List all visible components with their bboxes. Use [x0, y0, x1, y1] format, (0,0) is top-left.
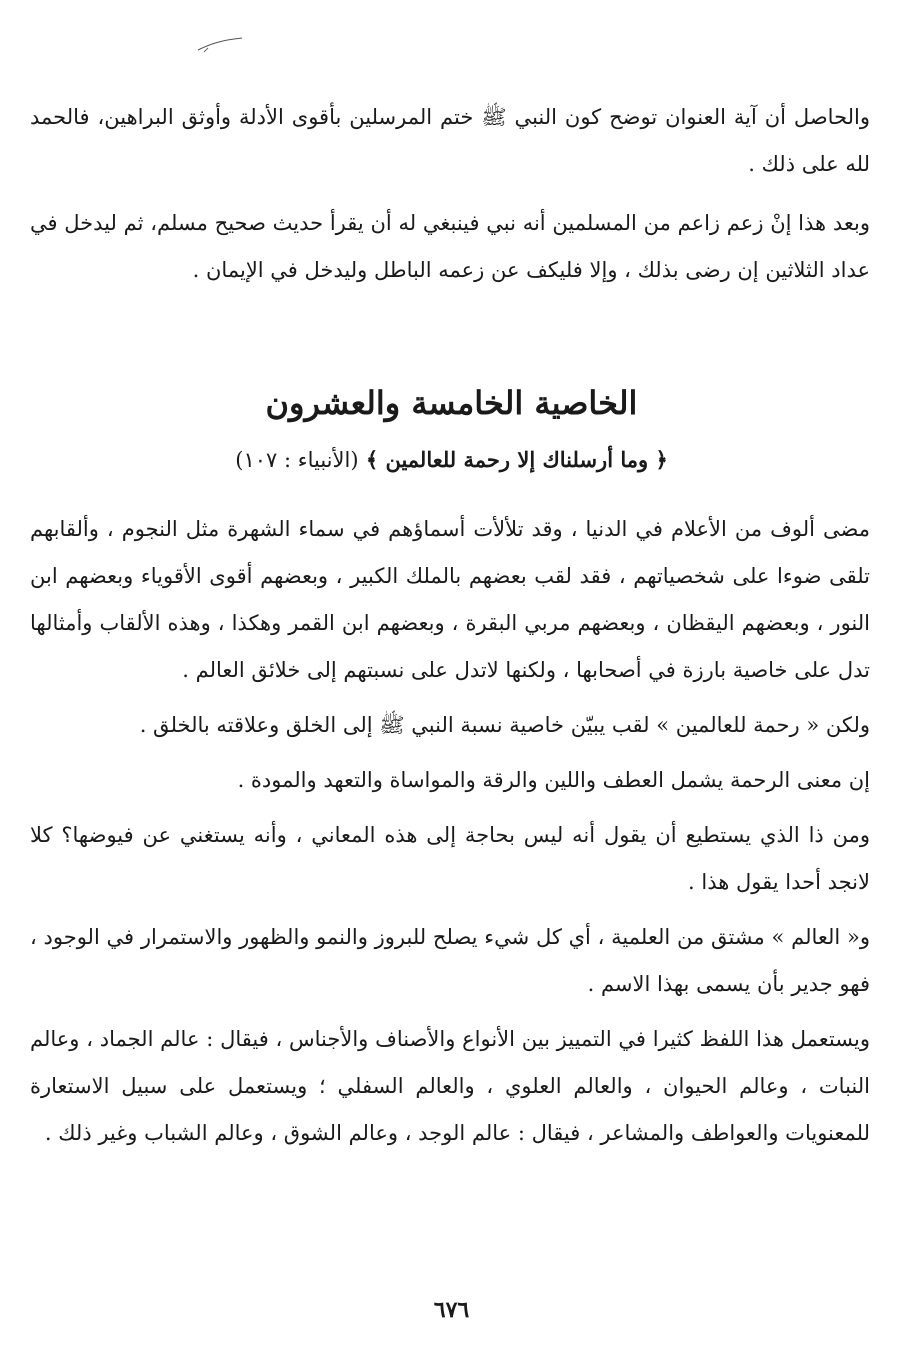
- paragraph-world-definition: و« العالم » مشتق من العلمية ، أي كل شيء يصلح للبروز والنمو والظهور والاستمرار في الوجود ، فهو جدير بأن يسمى بهذا الاسم .: [30, 925, 870, 996]
- paragraph-world-usage: ويستعمل هذا اللفظ كثيرا في التمييز بين الأنواع والأصناف والأجناس ، فيقال : عالم الجماد ، وعالم النبات ، وعالم الحيوان ، والعالم العلوي ، والعالم السفلي ؛ ويستعمل على سبيل الاستعارة للمعنويات والعواطف والمشاعر ، فيقال : عالم الوجد ، وعالم الشوق ، وعالم الشباب وغير ذلك .: [30, 1027, 870, 1145]
- main-text-section: [30, 506, 870, 1165]
- paragraph-mercy-meaning: إن معنى الرحمة يشمل العطف واللين والرقة والمواساة والتعهد والمودة .: [237, 768, 870, 792]
- top-text-section: [30, 94, 870, 306]
- paragraph-false-claim: وبعد هذا إنْ زعم زاعم من المسلمين أنه نبي فينبغي له أن يقرأ حديث صحيح مسلم، ثم ليدخل في عداد الثلاثين إن رضى بذلك ، وإلا فليكف عن زعمه الباطل وليدخل في الإيمان .: [30, 211, 870, 282]
- verse-reference: (الأنبياء : ١٠٧): [235, 448, 359, 472]
- paragraph-mercy-title: ولكن « رحمة للعالمين » لقب يبيّن خاصية نسبة النبي ﷺ إلى الخلق وعلاقته بالخلق .: [139, 713, 870, 737]
- paragraph-conclusion: والحاصل أن آية العنوان توضح كون النبي ﷺ ختم المرسلين بأقوى الأدلة وأوثق البراهين، فالحمد لله على ذلك .: [30, 105, 870, 176]
- page-number: ٦٧٦: [433, 1297, 470, 1323]
- paragraph-titles: مضى ألوف من الأعلام في الدنيا ، وقد تلألأت أسماؤهم في سماء الشهرة مثل النجوم ، وألقابهم تلقى ضوءا على شخصياتهم ، فقد لقب بعضهم بالملك الكبير ، وبعضهم أقوى الأقوياء وبعضهم ابن النور ، وبعضهم اليقظان ، وبعضهم مربي البقرة ، وبعضهم ابن القمر وهكذا ، وهذه الألقاب وأمثالها تدل على خاصية بارزة في أصحابها ، ولكنها لاتدل على نسبتهم إلى خلائق العالم .: [30, 517, 870, 682]
- scan-mark-icon: [196, 30, 244, 54]
- quran-verse: [0, 440, 903, 480]
- verse-text: ﴿ وما أرسلناك إلا رحمة للعالمين ﴾: [365, 447, 668, 472]
- section-heading: الخاصية الخامسة والعشرون: [265, 384, 638, 422]
- paragraph-need: ومن ذا الذي يستطيع أن يقول أنه ليس بحاجة إلى هذه المعاني ، وأنه يستغني عن فيوضها؟ كلا لانجد أحدا يقول هذا .: [30, 823, 870, 894]
